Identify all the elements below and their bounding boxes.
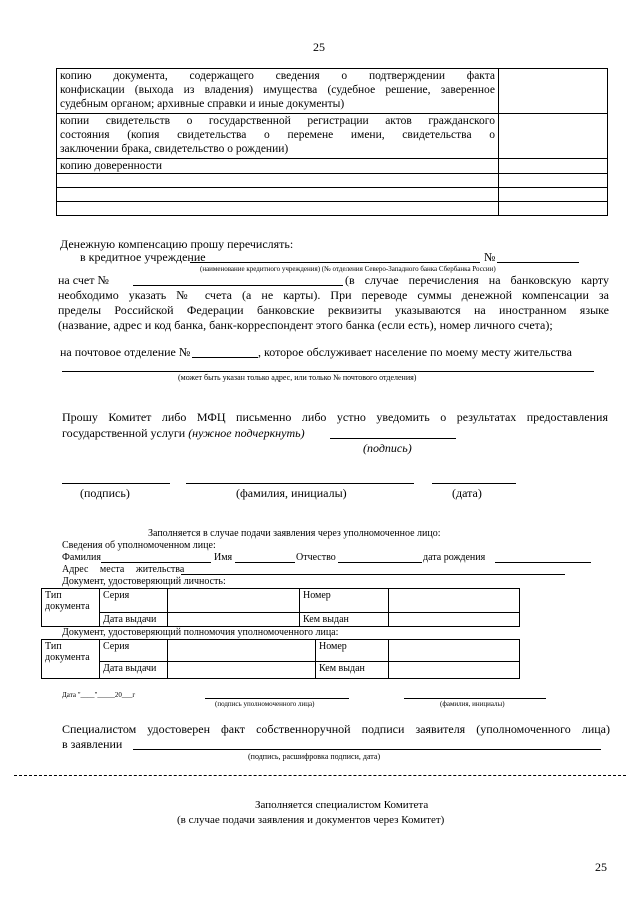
table-row — [57, 159, 608, 174]
account-note-last: (название, адрес и код банка, банк-корреспондент этого банка (если есть), номер личного счета); — [58, 318, 553, 332]
address-label: Адрес места жительства — [62, 564, 185, 575]
table-cell-empty[interactable] — [499, 188, 608, 202]
table-cell-text — [57, 114, 499, 159]
patronymic-label: Отчество — [296, 552, 336, 563]
identity-doc-label: Документ, удостоверяющий личность: — [62, 576, 226, 587]
authority-doc-table — [41, 639, 520, 679]
representative-heading: Заполняется в случае подачи заявления через уполномоченное лицо: — [148, 528, 441, 539]
series-input[interactable] — [168, 640, 316, 662]
table-row — [42, 613, 520, 627]
signature-caption: (подпись) — [80, 486, 130, 500]
name-caption: (фамилия, инициалы) — [236, 486, 347, 500]
cell-line: состояния (копия свидетельства о перемене имени, свидетельства о — [60, 129, 495, 141]
address-field[interactable] — [62, 371, 594, 372]
notify-signature-caption — [363, 441, 412, 456]
table-cell-empty[interactable] — [57, 174, 499, 188]
account-note-line — [345, 273, 609, 288]
notify-italic: (нужное подчеркнуть) — [188, 426, 305, 440]
table-row — [42, 640, 520, 662]
compensation-heading: Денежную компенсацию прошу перечислять: — [60, 237, 294, 251]
table-cell-empty[interactable] — [499, 114, 608, 159]
rep-name-caption: (фамилия, инициалы) — [440, 700, 505, 708]
surname-label: Фамилия — [62, 552, 101, 563]
specialist-line-1: Специалистом удостоверен факт собственноручной подписи заявителя (уполномоченного лица) — [62, 722, 610, 736]
cell-line: конфискации (выхода из владения) имущества (судебное решение, заверенное — [60, 84, 495, 96]
rep-signature-caption: (подпись уполномоченного лица) — [215, 700, 315, 708]
table-cell-text — [57, 159, 499, 174]
issued-by-input[interactable] — [389, 662, 520, 679]
account-note-text: пределы Российской Федерации банковские реквизиты указываются на иностранном языке — [58, 303, 609, 317]
bank-caption: (наименование кредитного учреждения) (№ отделения Северо-Западного банка Сбербанка России) — [200, 265, 496, 273]
series-label: Серия — [100, 589, 168, 613]
account-note-line — [58, 288, 609, 303]
footer-line-1: Заполняется специалистом Комитета — [255, 799, 429, 811]
surname-field[interactable] — [101, 562, 211, 563]
date-field[interactable] — [432, 483, 516, 484]
issue-date-input[interactable] — [168, 662, 316, 679]
name-label: Имя — [214, 552, 233, 563]
issued-by-input[interactable] — [389, 613, 520, 627]
footer-line-2: (в случае подачи заявления и документов через Комитет) — [177, 814, 445, 826]
number-input[interactable] — [389, 589, 520, 613]
number-input[interactable] — [389, 640, 520, 662]
bank-name-field[interactable] — [190, 262, 480, 263]
birthdate-field[interactable] — [495, 562, 591, 563]
series-label: Серия — [100, 640, 168, 662]
doc-type-cell: Тип документа — [42, 589, 100, 627]
authority-doc-label: Документ, удостоверяющий полномочия уполномоченного лица: — [62, 627, 339, 638]
table-row — [57, 69, 608, 114]
table-cell-empty[interactable] — [499, 202, 608, 216]
post-office-tail: , которое обслуживает население по моему месту жительства — [258, 345, 572, 359]
notify-line-2 — [62, 426, 305, 441]
account-number-field[interactable] — [133, 285, 343, 286]
representative-address-field[interactable] — [181, 574, 565, 575]
account-note-text: необходимо указать № счета (а не карты). При переводе суммы денежной компенсации за — [58, 288, 609, 302]
first-name-field[interactable] — [235, 562, 295, 563]
post-office-label: на почтовое отделение № — [60, 345, 191, 359]
specialist-signature-field[interactable] — [133, 749, 601, 750]
cell-line: копии свидетельств о государственной регистрации актов гражданского — [60, 115, 495, 127]
page-number-bottom: 25 — [595, 860, 607, 874]
account-label: на счет № — [58, 273, 109, 287]
table-row — [57, 202, 608, 216]
doc-type-cell: Тип документа — [42, 640, 100, 679]
rep-signature-field[interactable] — [205, 698, 349, 699]
account-note-text: (в случае перечисления на банковскую карту — [345, 273, 609, 287]
notify-signature-caption-text: (подпись) — [363, 441, 412, 455]
specialist-line-2: в заявлении — [62, 737, 123, 751]
rep-name-field[interactable] — [404, 698, 546, 699]
table-row — [57, 174, 608, 188]
issued-by-label: Кем выдан — [316, 662, 389, 679]
table-cell-empty[interactable] — [57, 188, 499, 202]
cell-line: судебным органом; архивные справки и иные документы) — [60, 98, 345, 110]
issue-date-label: Дата выдачи — [100, 662, 168, 679]
issued-by-label: Кем выдан — [300, 613, 389, 627]
cell-line: копию доверенности — [60, 160, 163, 172]
cell-line: заключении брака, свидетельство о рождении) — [60, 143, 289, 155]
number-label: Номер — [316, 640, 389, 662]
post-office-number-field[interactable] — [192, 357, 258, 358]
bank-number-sign: № — [484, 250, 496, 264]
post-caption: (может быть указан только адрес, или только № почтового отделения) — [178, 373, 417, 382]
name-field[interactable] — [186, 483, 414, 484]
table-cell-empty[interactable] — [57, 202, 499, 216]
account-note-line — [58, 303, 609, 318]
number-label: Номер — [300, 589, 389, 613]
date-line: Дата "____"_____20___г — [62, 691, 136, 699]
birthdate-label: дата рождения — [423, 552, 486, 563]
table-cell-text — [57, 69, 499, 114]
table-row — [42, 662, 520, 679]
table-cell-empty[interactable] — [499, 69, 608, 114]
patronymic-field[interactable] — [338, 562, 422, 563]
table-row — [57, 188, 608, 202]
specialist-caption: (подпись, расшифровка подписи, дата) — [248, 752, 381, 761]
bank-label: в кредитное учреждение — [80, 250, 206, 264]
issue-date-label: Дата выдачи — [100, 613, 168, 627]
identity-doc-table — [41, 588, 520, 627]
table-row — [42, 589, 520, 613]
notify-line-1: Прошу Комитет либо МФЦ письменно либо устно уведомить о результатах предоставления — [62, 410, 608, 424]
bank-branch-field[interactable] — [497, 262, 579, 263]
date-caption: (дата) — [452, 486, 482, 500]
notify-prefix: государственной услуги — [62, 426, 186, 440]
documents-table — [56, 68, 608, 216]
table-cell-empty[interactable] — [499, 159, 608, 174]
notify-line-1-wrap — [62, 410, 608, 425]
representative-info-label: Сведения об уполномоченном лице: — [62, 540, 216, 551]
notify-signature-field[interactable] — [330, 438, 456, 439]
specialist-line-1-wrap — [62, 722, 610, 737]
cut-line-divider — [14, 775, 626, 776]
series-input[interactable] — [168, 589, 300, 613]
issue-date-input[interactable] — [168, 613, 300, 627]
table-cell-empty[interactable] — [499, 174, 608, 188]
page-number-top: 25 — [313, 40, 325, 54]
cell-line: копию документа, содержащего сведения о подтверждении факта — [60, 70, 495, 82]
signature-field[interactable] — [62, 483, 170, 484]
table-row — [57, 114, 608, 159]
